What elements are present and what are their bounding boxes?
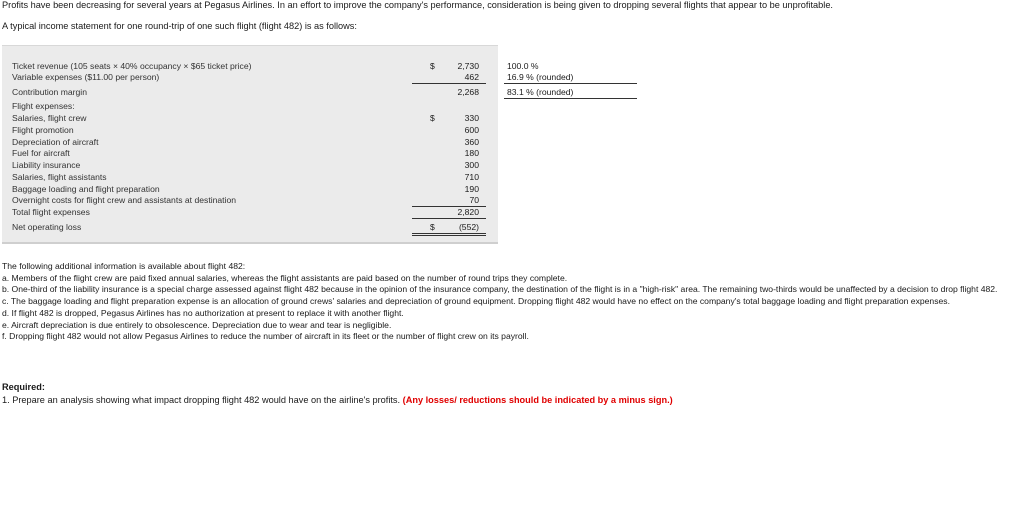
required-item-text: 1. Prepare an analysis showing what impact dropping flight 482 would have on the airline's profits. [2,395,401,405]
expense-amount: 360 [464,137,479,147]
double-underline [412,233,486,234]
amount-underline [412,218,486,219]
info-item-a: a. Members of the flight crew are paid fixed annual salaries, whereas the flight assistants are paid based on the number of round trips they complete. [2,272,568,283]
variable-expenses-label: Variable expenses ($11.00 per person) [12,72,160,82]
variable-expenses-percent: 16.9 % (rounded) [507,72,574,82]
expense-label: Flight promotion [12,125,74,135]
percent-underline [504,83,637,84]
ticket-revenue-dollar: $ [430,61,435,71]
intro-paragraph: Profits have been decreasing for several years at Pegasus Airlines. In an effort to improve the company's performance, consideration is being given to dropping several flights that appear to be unprofitable. [2,0,833,10]
ticket-revenue-percent: 100.0 % [507,61,539,71]
expense-label: Fuel for aircraft [12,148,70,158]
net-operating-loss-amount: (552) [458,222,479,232]
info-intro: The following additional information is available about flight 482: [2,261,246,271]
net-operating-loss-dollar: $ [430,222,435,232]
info-item-f: f. Dropping flight 482 would not allow Pegasus Airlines to reduce the number of aircraft in its fleet or the number of flight crew on its payroll. [2,331,529,342]
expense-amount: 180 [464,148,479,158]
expense-label: Baggage loading and flight preparation [12,184,160,194]
expense-label: Depreciation of aircraft [12,137,99,147]
info-item-b: b. One-third of the liability insurance is a special charge assessed against flight 482 because in the opinion of the insurance company, the destination of the flight is in a "high-risk" area. The remaining two-thirds would be unaffected by a decision to drop flight 482. [2,284,998,295]
expense-label: Overnight costs for flight crew and assistants at destination [12,195,237,205]
info-item-e: e. Aircraft depreciation is due entirely to obsolescence. Depreciation due to wear and tear is negligible. [2,319,392,330]
income-statement-table [2,45,574,244]
total-flight-expenses-amount: 2,820 [457,207,479,217]
expense-amount: 330 [464,113,479,123]
expense-amount: 600 [464,125,479,135]
flight-expenses-header: Flight expenses: [12,101,75,111]
minus-sign-note: (Any losses/ reductions should be indicated by a minus sign.) [402,395,673,405]
expense-dollar: $ [430,113,435,123]
expense-amount: 70 [469,195,479,205]
double-underline [412,235,486,236]
statement-intro: A typical income statement for one round-trip of one such flight (flight 482) is as follows: [2,21,357,31]
expense-amount: 710 [464,172,479,182]
total-flight-expenses-label: Total flight expenses [12,207,90,217]
ticket-revenue-label: Ticket revenue (105 seats × 40% occupancy × $65 ticket price) [12,61,252,71]
ticket-revenue-amount: 2,730 [457,61,479,71]
expense-label: Liability insurance [12,160,81,170]
contribution-margin-label: Contribution margin [12,87,87,97]
expense-amount: 190 [464,184,479,194]
variable-expenses-amount: 462 [464,72,479,82]
contribution-margin-percent: 83.1 % (rounded) [507,87,574,97]
info-item-c: c. The baggage loading and flight preparation expense is an allocation of ground crews' salaries and depreciation of ground equipment. Dropping flight 482 would have no effect on the company's total baggage loading and flight preparation expenses. [2,296,950,307]
additional-information [2,261,1020,343]
amount-underline [412,83,486,84]
expense-label: Salaries, flight assistants [12,172,107,182]
contribution-margin-amount: 2,268 [457,87,479,97]
info-item-d: d. If flight 482 is dropped, Pegasus Airlines has no authorization at present to replace it with another flight. [2,307,404,318]
expense-amount: 300 [464,160,479,170]
net-operating-loss-label: Net operating loss [12,222,82,232]
required-item-1 [2,395,673,405]
expense-label: Salaries, flight crew [12,113,87,123]
required-heading: Required: [2,382,45,392]
percent-underline [504,98,637,99]
